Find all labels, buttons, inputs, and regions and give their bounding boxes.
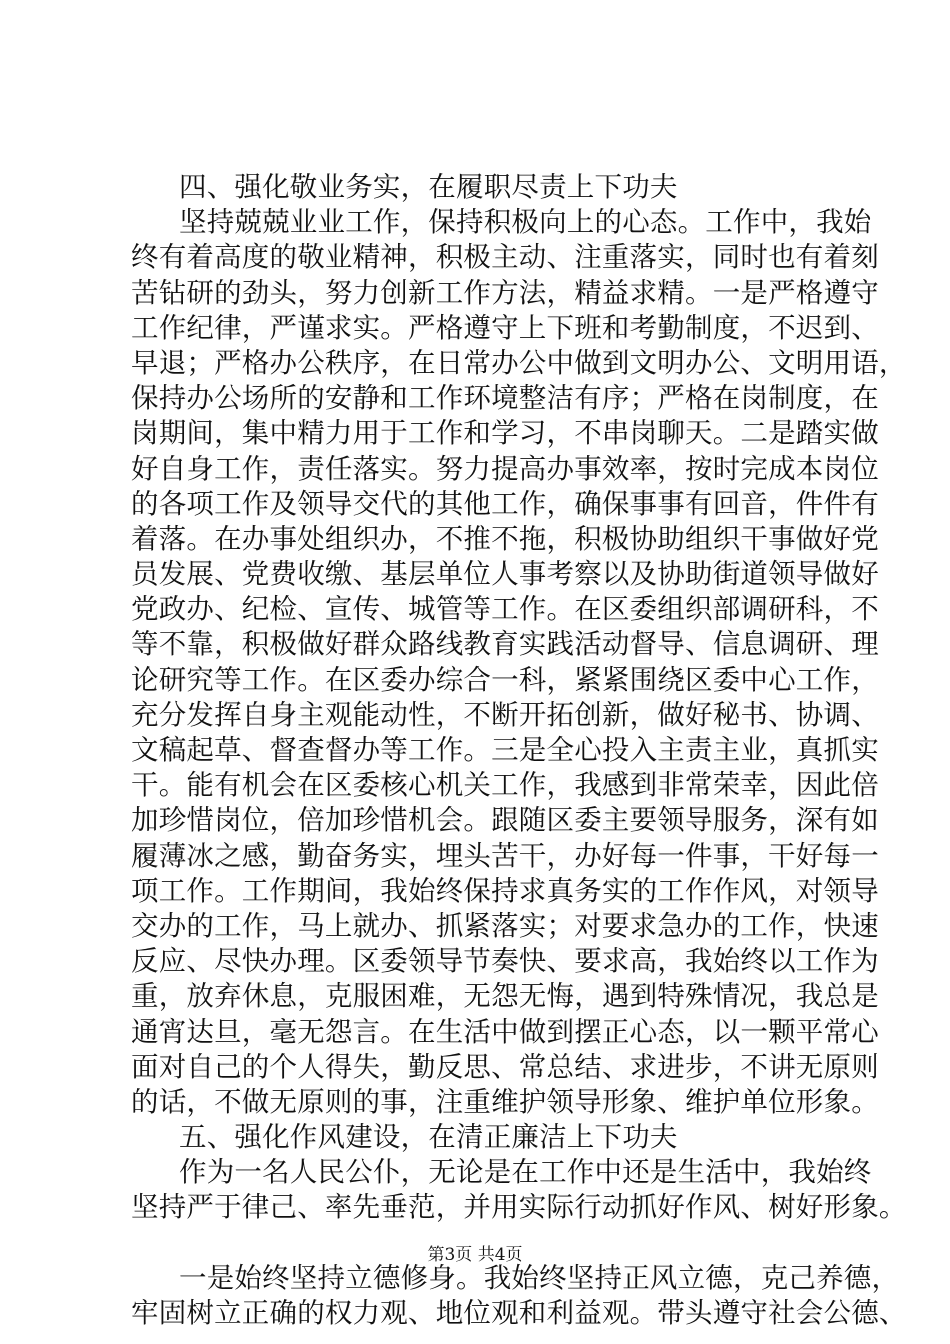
paragraph-line: 等不靠，积极做好群众路线教育实践活动督导、信息调研、理 (131, 628, 879, 661)
paragraph-line: 通宵达旦，毫无怨言。在生活中做到摆正心态，以一颗平常心 (131, 1015, 879, 1048)
paragraph-line: 交办的工作，马上就办、抓紧落实；对要求急办的工作，快速 (131, 909, 879, 942)
paragraph-line: 苦钻研的劲头，努力创新工作方法，精益求精。一是严格遵守 (131, 276, 879, 309)
paragraph-line: 反应、尽快办理。区委领导节奏快、要求高，我始终以工作为 (131, 945, 879, 978)
paragraph-line: 履薄冰之感，勤奋务实，埋头苦干，办好每一件事，干好每一 (131, 839, 879, 872)
paragraph-line: 保持办公场所的安静和工作环境整洁有序；严格在岗制度，在 (131, 382, 879, 415)
paragraph-line: 牢固树立正确的权力观、地位观和利益观。带头遵守社会公德、 (131, 1297, 907, 1329)
paragraph-line: 充分发挥自身主观能动性，不断开拓创新，做好秘书、协调、 (131, 698, 879, 731)
document-body (131, 170, 907, 1331)
paragraph-line: 终有着高度的敬业精神，积极主动、注重落实，同时也有着刻 (131, 241, 879, 274)
paragraph-line: 工作纪律，严谨求实。严格遵守上下班和考勤制度，不迟到、 (131, 311, 879, 344)
paragraph-line: 文稿起草、督查督办等工作。三是全心投入主责主业，真抓实 (131, 734, 879, 766)
paragraph-line: 好自身工作，责任落实。努力提高办事效率，按时完成本岗位 (131, 452, 879, 485)
paragraph-line: 重，放弃休息，克服困难，无怨无悔，遇到特殊情况，我总是 (131, 980, 879, 1013)
paragraph-line: 的各项工作及领导交代的其他工作，确保事事有回音，件件有 (131, 487, 879, 520)
section-heading-4: 四、强化敬业务实，在履职尽责上下功夫 (179, 171, 678, 203)
paragraph-line: 的话，不做无原则的事，注重维护领导形象、维护单位形象。 (131, 1085, 879, 1118)
paragraph-line: 坚持兢兢业业工作，保持积极向上的心态。工作中，我始 (179, 206, 872, 239)
paragraph-line: 早退；严格办公秩序，在日常办公中做到文明办公、文明用语， (131, 346, 907, 379)
paragraph-line: 岗期间，集中精力用于工作和学习，不串岗聊天。二是踏实做 (131, 417, 879, 450)
paragraph-line: 党政办、纪检、宣传、城管等工作。在区委组织部调研科，不 (131, 593, 879, 626)
paragraph-line: 论研究等工作。在区委办综合一科，紧紧围绕区委中心工作， (131, 663, 879, 696)
paragraph-line: 坚持严于律己、率先垂范，并用实际行动抓好作风、树好形象。 (131, 1191, 907, 1224)
page-number-footer: 第3页 共4页 (427, 1245, 523, 1265)
paragraph-line: 员发展、党费收缴、基层单位人事考察以及协助街道领导做好 (131, 558, 879, 591)
paragraph-line: 项工作。工作期间，我始终保持求真务实的工作作风，对领导 (131, 874, 879, 907)
paragraph-line: 加珍惜岗位，倍加珍惜机会。跟随区委主要领导服务，深有如 (131, 804, 879, 837)
paragraph-line: 一是始终坚持立德修身。我始终坚持正风立德，克己养德， (179, 1261, 900, 1294)
section-heading-5: 五、强化作风建设，在清正廉洁上下功夫 (179, 1121, 678, 1154)
paragraph-line: 作为一名人民公仆，无论是在工作中还是生活中，我始终 (179, 1156, 872, 1189)
paragraph-line: 着落。在办事处组织办，不推不拖，积极协助组织干事做好党 (131, 522, 879, 555)
paragraph-line: 面对自己的个人得失，勤反思、常总结、求进步，不讲无原则 (131, 1050, 879, 1083)
paragraph-line: 干。能有机会在区委核心机关工作，我感到非常荣幸，因此倍 (131, 769, 879, 802)
